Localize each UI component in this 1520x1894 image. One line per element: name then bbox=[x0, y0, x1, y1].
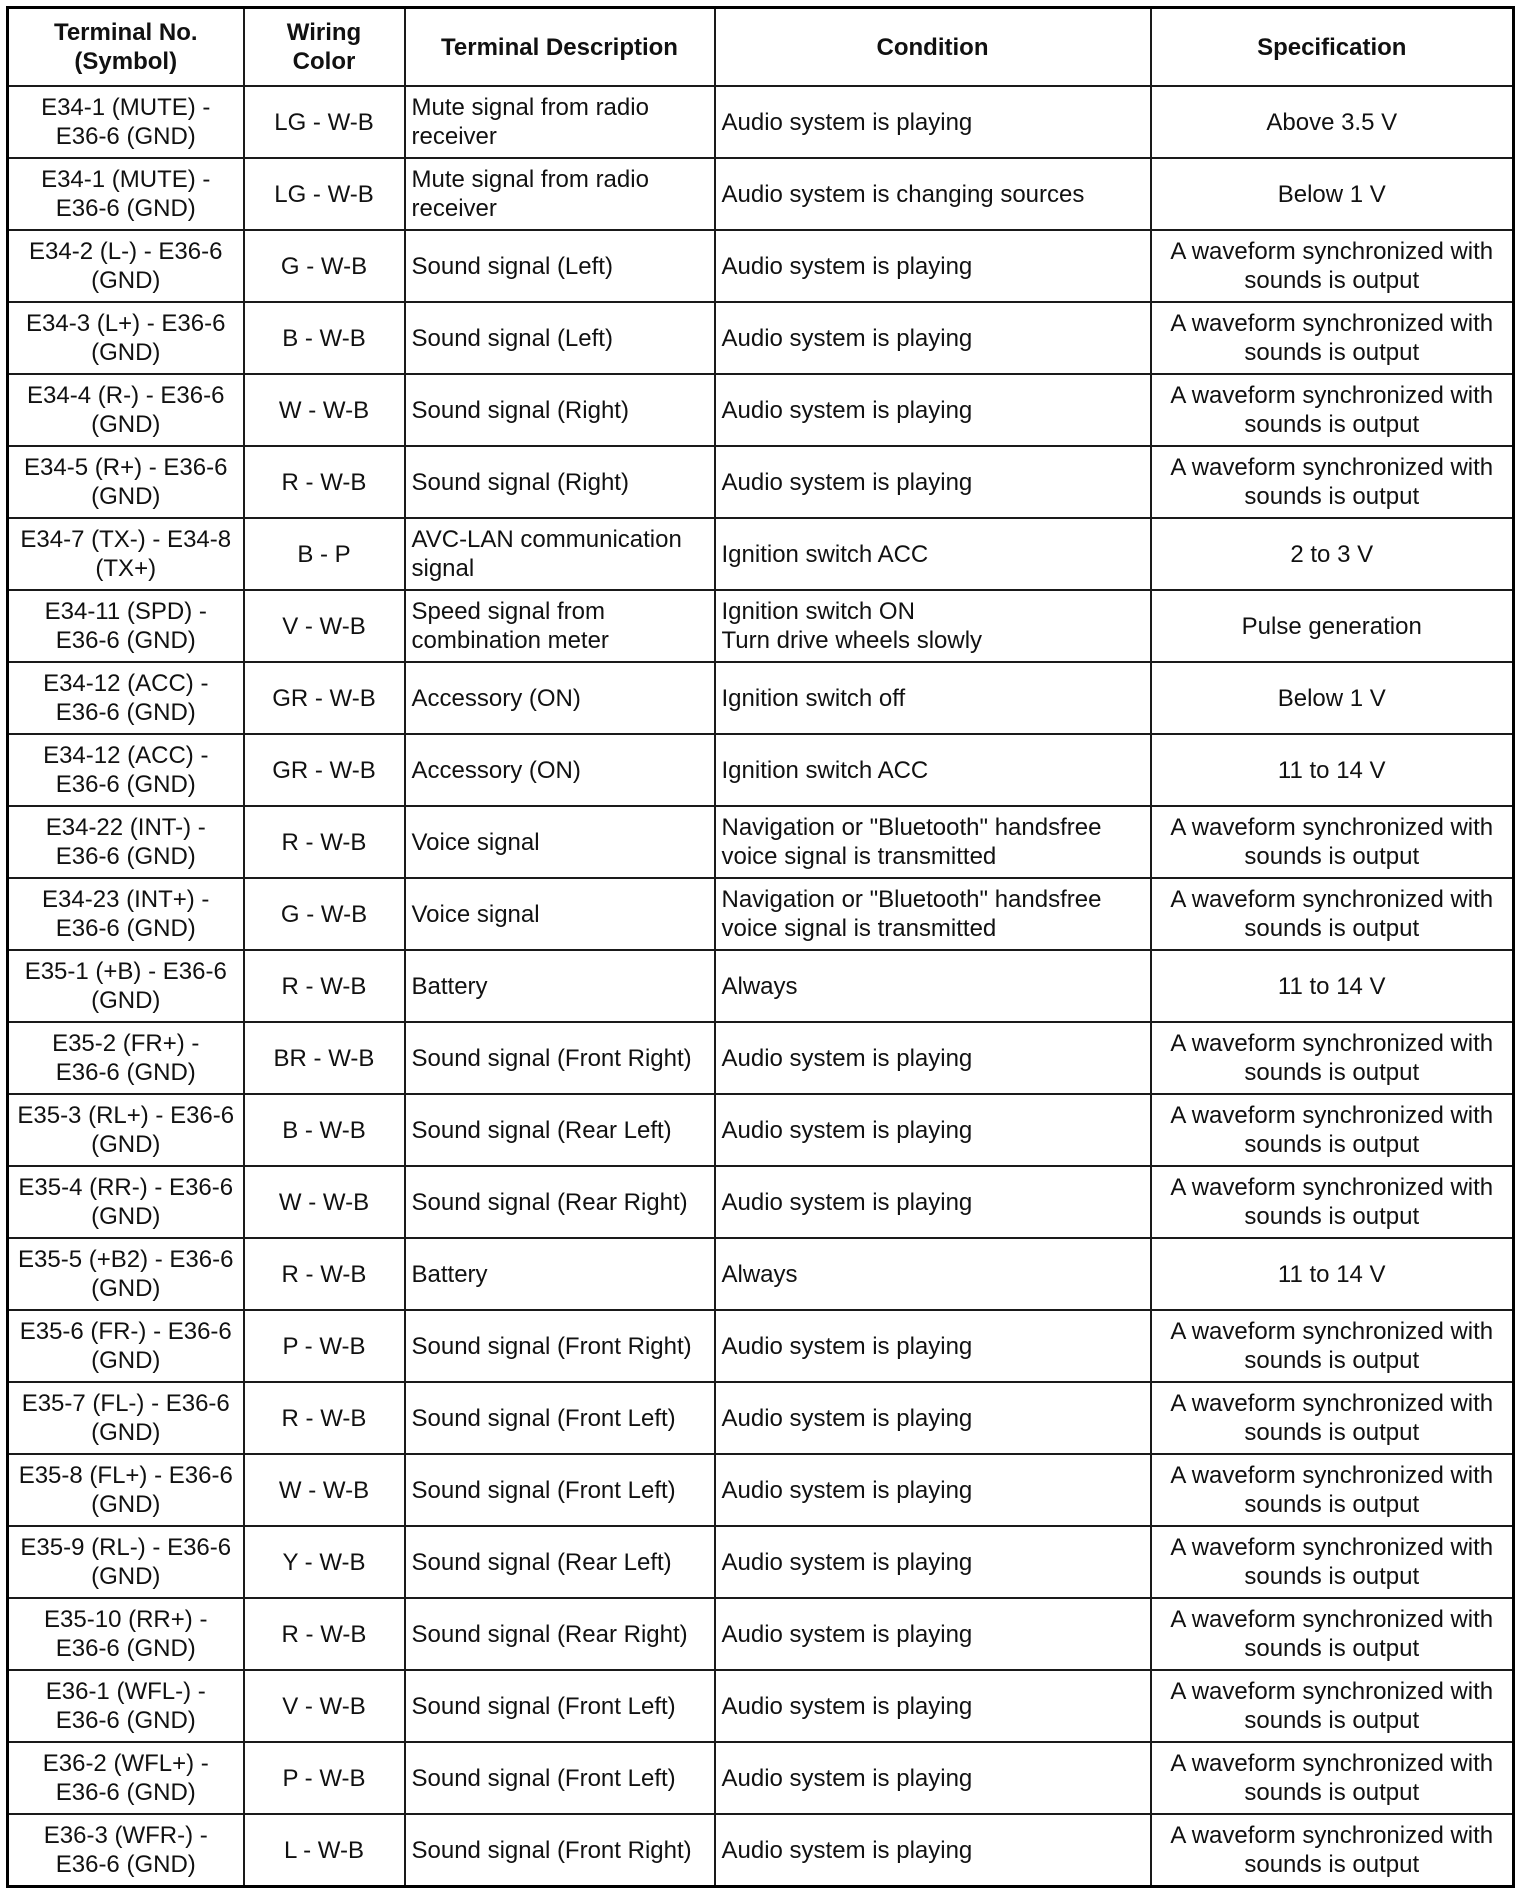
cell-condition: Ignition switch ACC bbox=[715, 734, 1151, 806]
cell-description: Sound signal (Right) bbox=[405, 446, 715, 518]
cell-specification: Below 1 V bbox=[1151, 662, 1514, 734]
cell-condition: Ignition switch off bbox=[715, 662, 1151, 734]
cell-description: Voice signal bbox=[405, 806, 715, 878]
cell-terminal: E35-8 (FL+) - E36-6 (GND) bbox=[8, 1454, 244, 1526]
cell-condition: Audio system is playing bbox=[715, 1022, 1151, 1094]
table-row bbox=[8, 734, 1514, 806]
cell-condition: Audio system is playing bbox=[715, 1454, 1151, 1526]
cell-condition: Audio system is playing bbox=[715, 1670, 1151, 1742]
cell-terminal: E35-2 (FR+) - E36-6 (GND) bbox=[8, 1022, 244, 1094]
cell-wiring-color: V - W-B bbox=[244, 590, 405, 662]
cell-wiring-color: R - W-B bbox=[244, 1382, 405, 1454]
cell-specification: Pulse generation bbox=[1151, 590, 1514, 662]
cell-description: Mute signal from radio receiver bbox=[405, 86, 715, 158]
cell-condition: Audio system is playing bbox=[715, 1382, 1151, 1454]
cell-wiring-color: G - W-B bbox=[244, 878, 405, 950]
cell-condition: Audio system is playing bbox=[715, 1166, 1151, 1238]
cell-condition: Navigation or "Bluetooth" handsfree voice signal is transmitted bbox=[715, 806, 1151, 878]
cell-terminal: E35-4 (RR-) - E36-6 (GND) bbox=[8, 1166, 244, 1238]
cell-description: Sound signal (Front Left) bbox=[405, 1742, 715, 1814]
cell-specification: A waveform synchronized with sounds is output bbox=[1151, 1094, 1514, 1166]
cell-specification: A waveform synchronized with sounds is output bbox=[1151, 1382, 1514, 1454]
cell-specification: A waveform synchronized with sounds is output bbox=[1151, 302, 1514, 374]
cell-terminal: E34-23 (INT+) - E36-6 (GND) bbox=[8, 878, 244, 950]
table-row bbox=[8, 1382, 1514, 1454]
cell-terminal: E35-1 (+B) - E36-6 (GND) bbox=[8, 950, 244, 1022]
terminal-spec-table bbox=[6, 6, 1515, 1888]
cell-wiring-color: R - W-B bbox=[244, 950, 405, 1022]
header-terminal-description: Terminal Description bbox=[405, 8, 715, 87]
table-body bbox=[8, 86, 1514, 1887]
cell-terminal: E36-2 (WFL+) - E36-6 (GND) bbox=[8, 1742, 244, 1814]
cell-terminal: E34-1 (MUTE) - E36-6 (GND) bbox=[8, 158, 244, 230]
table-row bbox=[8, 230, 1514, 302]
cell-terminal: E34-1 (MUTE) - E36-6 (GND) bbox=[8, 86, 244, 158]
table-row bbox=[8, 1670, 1514, 1742]
cell-description: Accessory (ON) bbox=[405, 734, 715, 806]
cell-specification: A waveform synchronized with sounds is output bbox=[1151, 1814, 1514, 1887]
table-row bbox=[8, 302, 1514, 374]
table-row bbox=[8, 1742, 1514, 1814]
table-row bbox=[8, 158, 1514, 230]
table-row bbox=[8, 1454, 1514, 1526]
cell-wiring-color: B - P bbox=[244, 518, 405, 590]
cell-specification: 11 to 14 V bbox=[1151, 734, 1514, 806]
table-row bbox=[8, 1166, 1514, 1238]
cell-description: Sound signal (Front Right) bbox=[405, 1814, 715, 1887]
cell-condition: Audio system is playing bbox=[715, 1094, 1151, 1166]
cell-condition: Always bbox=[715, 950, 1151, 1022]
cell-specification: A waveform synchronized with sounds is output bbox=[1151, 1670, 1514, 1742]
cell-condition: Audio system is playing bbox=[715, 1310, 1151, 1382]
cell-description: Sound signal (Rear Right) bbox=[405, 1166, 715, 1238]
cell-specification: A waveform synchronized with sounds is output bbox=[1151, 230, 1514, 302]
table-row bbox=[8, 590, 1514, 662]
cell-specification: Below 1 V bbox=[1151, 158, 1514, 230]
cell-specification: Above 3.5 V bbox=[1151, 86, 1514, 158]
cell-description: Sound signal (Right) bbox=[405, 374, 715, 446]
cell-wiring-color: P - W-B bbox=[244, 1742, 405, 1814]
cell-wiring-color: LG - W-B bbox=[244, 86, 405, 158]
cell-terminal: E34-11 (SPD) - E36-6 (GND) bbox=[8, 590, 244, 662]
cell-description: Sound signal (Front Right) bbox=[405, 1310, 715, 1382]
header-wiring-color: Wiring Color bbox=[244, 8, 405, 87]
cell-description: AVC-LAN communication signal bbox=[405, 518, 715, 590]
table-row bbox=[8, 1238, 1514, 1310]
cell-wiring-color: B - W-B bbox=[244, 302, 405, 374]
cell-condition: Audio system is playing bbox=[715, 1526, 1151, 1598]
header-condition: Condition bbox=[715, 8, 1151, 87]
cell-specification: A waveform synchronized with sounds is output bbox=[1151, 1310, 1514, 1382]
cell-description: Sound signal (Front Left) bbox=[405, 1382, 715, 1454]
table-row bbox=[8, 374, 1514, 446]
cell-terminal: E35-6 (FR-) - E36-6 (GND) bbox=[8, 1310, 244, 1382]
cell-specification: A waveform synchronized with sounds is output bbox=[1151, 1526, 1514, 1598]
cell-specification: A waveform synchronized with sounds is output bbox=[1151, 1598, 1514, 1670]
cell-condition: Navigation or "Bluetooth" handsfree voice signal is transmitted bbox=[715, 878, 1151, 950]
cell-description: Speed signal from combination meter bbox=[405, 590, 715, 662]
cell-wiring-color: LG - W-B bbox=[244, 158, 405, 230]
cell-terminal: E35-5 (+B2) - E36-6 (GND) bbox=[8, 1238, 244, 1310]
cell-condition: Audio system is playing bbox=[715, 446, 1151, 518]
cell-condition: Audio system is playing bbox=[715, 302, 1151, 374]
cell-description: Battery bbox=[405, 950, 715, 1022]
cell-condition: Audio system is playing bbox=[715, 374, 1151, 446]
cell-wiring-color: R - W-B bbox=[244, 1238, 405, 1310]
cell-terminal: E34-12 (ACC) - E36-6 (GND) bbox=[8, 734, 244, 806]
cell-wiring-color: W - W-B bbox=[244, 1454, 405, 1526]
cell-description: Voice signal bbox=[405, 878, 715, 950]
cell-specification: A waveform synchronized with sounds is output bbox=[1151, 1166, 1514, 1238]
table-row bbox=[8, 662, 1514, 734]
cell-condition: Always bbox=[715, 1238, 1151, 1310]
cell-condition: Audio system is playing bbox=[715, 1598, 1151, 1670]
cell-specification: A waveform synchronized with sounds is output bbox=[1151, 446, 1514, 518]
cell-wiring-color: B - W-B bbox=[244, 1094, 405, 1166]
cell-description: Sound signal (Rear Left) bbox=[405, 1526, 715, 1598]
cell-condition: Audio system is playing bbox=[715, 1814, 1151, 1887]
table-row bbox=[8, 518, 1514, 590]
cell-wiring-color: GR - W-B bbox=[244, 662, 405, 734]
cell-wiring-color: R - W-B bbox=[244, 446, 405, 518]
cell-condition: Ignition switch ON Turn drive wheels slowly bbox=[715, 590, 1151, 662]
cell-wiring-color: V - W-B bbox=[244, 1670, 405, 1742]
terminal-spec-sheet bbox=[6, 6, 1512, 1888]
table-row bbox=[8, 1310, 1514, 1382]
cell-wiring-color: R - W-B bbox=[244, 806, 405, 878]
cell-wiring-color: G - W-B bbox=[244, 230, 405, 302]
cell-description: Accessory (ON) bbox=[405, 662, 715, 734]
table-row bbox=[8, 1094, 1514, 1166]
cell-specification: A waveform synchronized with sounds is output bbox=[1151, 806, 1514, 878]
cell-description: Sound signal (Left) bbox=[405, 230, 715, 302]
cell-wiring-color: P - W-B bbox=[244, 1310, 405, 1382]
cell-terminal: E34-12 (ACC) - E36-6 (GND) bbox=[8, 662, 244, 734]
cell-wiring-color: Y - W-B bbox=[244, 1526, 405, 1598]
cell-specification: A waveform synchronized with sounds is output bbox=[1151, 878, 1514, 950]
table-row bbox=[8, 1814, 1514, 1887]
cell-terminal: E35-10 (RR+) - E36-6 (GND) bbox=[8, 1598, 244, 1670]
cell-description: Sound signal (Front Left) bbox=[405, 1454, 715, 1526]
cell-wiring-color: GR - W-B bbox=[244, 734, 405, 806]
cell-description: Battery bbox=[405, 1238, 715, 1310]
cell-specification: 11 to 14 V bbox=[1151, 950, 1514, 1022]
cell-condition: Ignition switch ACC bbox=[715, 518, 1151, 590]
cell-wiring-color: BR - W-B bbox=[244, 1022, 405, 1094]
cell-condition: Audio system is changing sources bbox=[715, 158, 1151, 230]
cell-description: Sound signal (Left) bbox=[405, 302, 715, 374]
cell-description: Sound signal (Front Left) bbox=[405, 1670, 715, 1742]
cell-description: Sound signal (Front Right) bbox=[405, 1022, 715, 1094]
cell-terminal: E34-7 (TX-) - E34-8 (TX+) bbox=[8, 518, 244, 590]
cell-wiring-color: R - W-B bbox=[244, 1598, 405, 1670]
cell-wiring-color: W - W-B bbox=[244, 1166, 405, 1238]
cell-specification: A waveform synchronized with sounds is output bbox=[1151, 374, 1514, 446]
cell-terminal: E34-4 (R-) - E36-6 (GND) bbox=[8, 374, 244, 446]
cell-condition: Audio system is playing bbox=[715, 230, 1151, 302]
cell-condition: Audio system is playing bbox=[715, 86, 1151, 158]
table-header-row bbox=[8, 8, 1514, 87]
cell-terminal: E36-1 (WFL-) - E36-6 (GND) bbox=[8, 1670, 244, 1742]
table-row bbox=[8, 446, 1514, 518]
cell-wiring-color: L - W-B bbox=[244, 1814, 405, 1887]
cell-terminal: E34-2 (L-) - E36-6 (GND) bbox=[8, 230, 244, 302]
header-specification: Specification bbox=[1151, 8, 1514, 87]
cell-terminal: E35-7 (FL-) - E36-6 (GND) bbox=[8, 1382, 244, 1454]
cell-terminal: E36-3 (WFR-) - E36-6 (GND) bbox=[8, 1814, 244, 1887]
cell-specification: A waveform synchronized with sounds is output bbox=[1151, 1022, 1514, 1094]
cell-specification: A waveform synchronized with sounds is output bbox=[1151, 1454, 1514, 1526]
cell-specification: A waveform synchronized with sounds is output bbox=[1151, 1742, 1514, 1814]
cell-description: Mute signal from radio receiver bbox=[405, 158, 715, 230]
cell-condition: Audio system is playing bbox=[715, 1742, 1151, 1814]
cell-terminal: E34-5 (R+) - E36-6 (GND) bbox=[8, 446, 244, 518]
cell-terminal: E35-3 (RL+) - E36-6 (GND) bbox=[8, 1094, 244, 1166]
table-row bbox=[8, 1022, 1514, 1094]
cell-description: Sound signal (Rear Right) bbox=[405, 1598, 715, 1670]
cell-specification: 11 to 14 V bbox=[1151, 1238, 1514, 1310]
table-row bbox=[8, 950, 1514, 1022]
cell-description: Sound signal (Rear Left) bbox=[405, 1094, 715, 1166]
cell-wiring-color: W - W-B bbox=[244, 374, 405, 446]
cell-terminal: E34-3 (L+) - E36-6 (GND) bbox=[8, 302, 244, 374]
table-row bbox=[8, 806, 1514, 878]
cell-terminal: E35-9 (RL-) - E36-6 (GND) bbox=[8, 1526, 244, 1598]
header-terminal: Terminal No. (Symbol) bbox=[8, 8, 244, 87]
table-row bbox=[8, 1598, 1514, 1670]
cell-terminal: E34-22 (INT-) - E36-6 (GND) bbox=[8, 806, 244, 878]
cell-specification: 2 to 3 V bbox=[1151, 518, 1514, 590]
table-row bbox=[8, 86, 1514, 158]
table-row bbox=[8, 878, 1514, 950]
table-row bbox=[8, 1526, 1514, 1598]
